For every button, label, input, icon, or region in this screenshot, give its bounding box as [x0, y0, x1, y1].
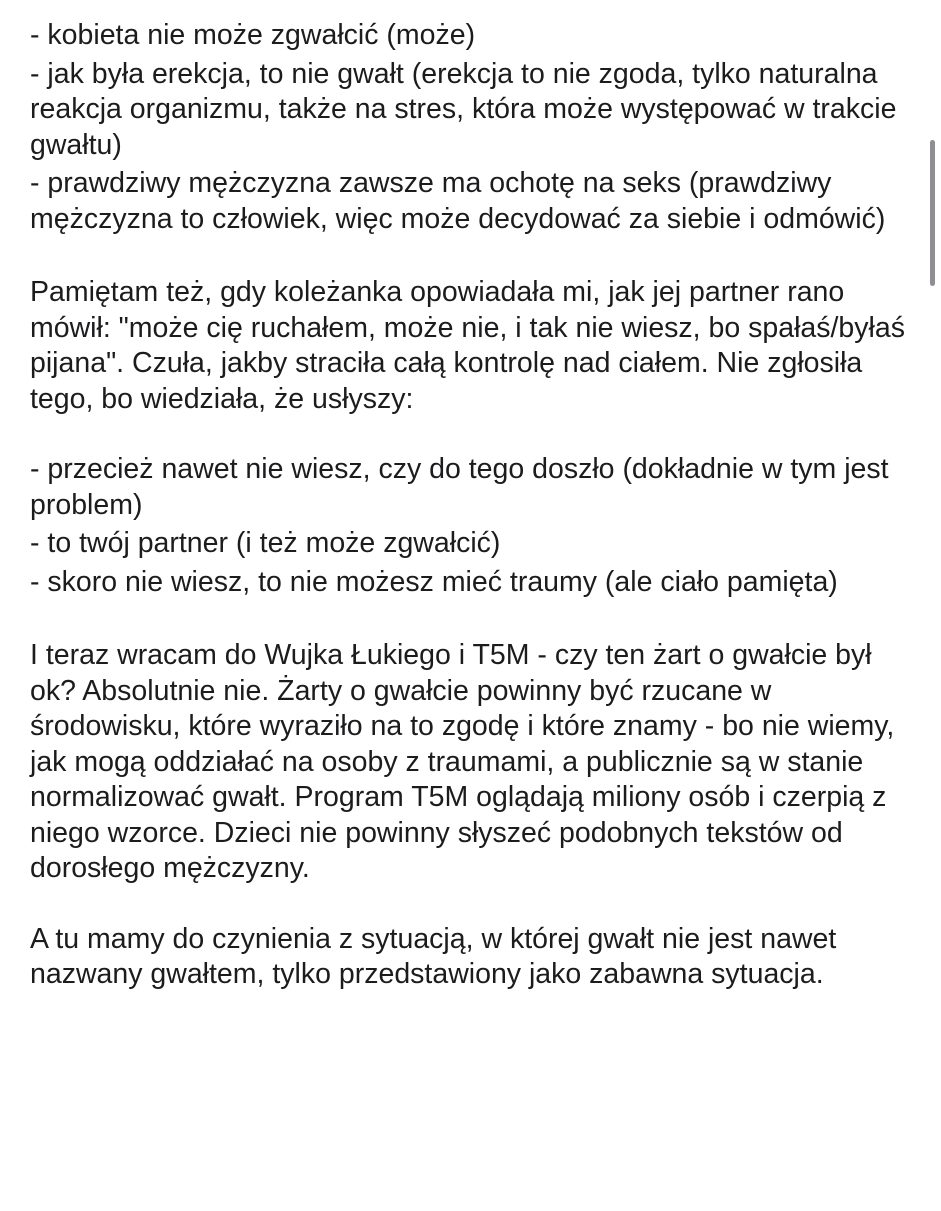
paragraph: A tu mamy do czynienia z sytuacją, w której gwałt nie jest nawet nazwany gwałtem, tylko przedstawiony jako zabawna sytuacja.: [30, 922, 837, 990]
list-item: - to twój partner (i też może zgwałcić): [30, 527, 501, 559]
note-text: [30, 18, 912, 993]
blank-line: [30, 417, 912, 452]
list-first: [30, 18, 912, 237]
list-item: - przecież nawet nie wiesz, czy do tego doszło (dokładnie w tym jest problem): [30, 453, 889, 521]
scrollbar-thumb[interactable]: [930, 140, 935, 286]
blank-line: [30, 887, 912, 922]
list-item: - skoro nie wiesz, to nie możesz mieć traumy (ale ciało pamięta): [30, 565, 838, 598]
list-item: - jak była erekcja, to nie gwałt (erekcja to nie zgoda, tylko naturalna reakcja organizmu, także na stres, która może występować w trakcie gwałtu): [30, 57, 897, 161]
list-second: [30, 452, 912, 600]
blank-line: [30, 603, 912, 638]
paragraph: Pamiętam też, gdy koleżanka opowiadała mi, jak jej partner rano mówił: "może cię ruchałem, może nie, i tak nie wiesz, bo spałaś/byłaś pijana". Czuła, jakby straciła całą kontrolę nad ciałem. Nie zgłosiła tego, bo wiedziała, że usłyszy:: [30, 276, 905, 415]
blank-line: [30, 240, 912, 275]
paragraph: I teraz wracam do Wujka Łukiego i T5M - czy ten żart o gwałcie był ok? Absolutnie nie. Żarty o gwałcie powinny być rzucane w środowisku, które wyraziło na to zgodę i które znamy - bo nie wiemy, jak mogą oddziałać na osoby z traumami, a publicznie są w stanie normalizować gwałt. Program T5M oglądają miliony osób i czerpią z niego wzorce. Dzieci nie powinny słyszeć podobnych tekstów od dorosłego mężczyzny.: [30, 639, 895, 884]
list-item: - prawdziwy mężczyzna zawsze ma ochotę na seks (prawdziwy mężczyzna to człowiek, więc może decydować za siebie i odmówić): [30, 167, 886, 235]
list-item: - kobieta nie może zgwałcić (może): [30, 19, 476, 51]
